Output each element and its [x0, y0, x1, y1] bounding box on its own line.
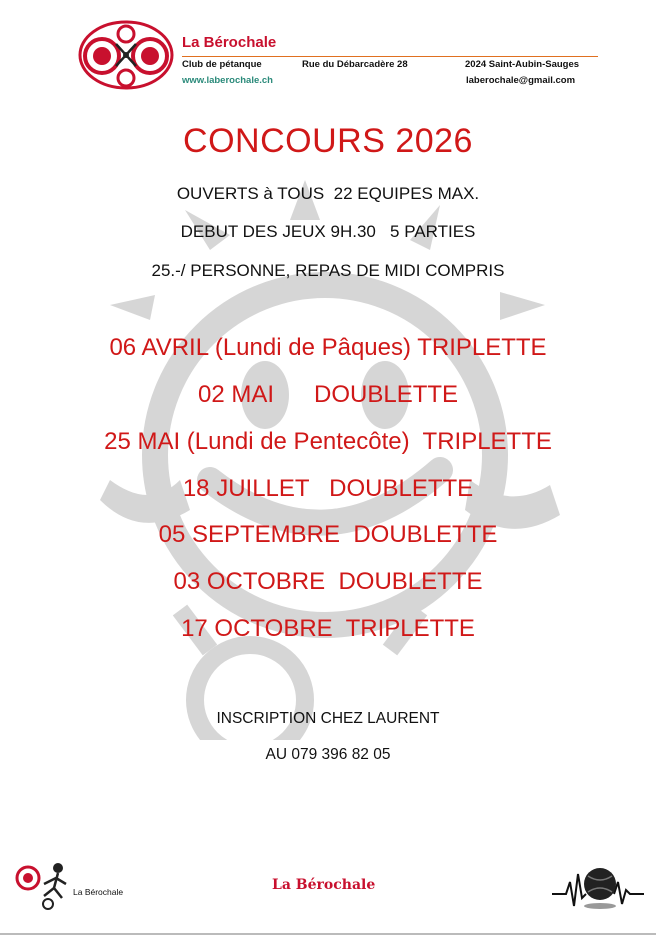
event-line: 25 MAI (Lundi de Pentecôte) TRIPLETTE — [104, 428, 552, 455]
club-name: La Bérochale — [182, 34, 277, 51]
info-line: OUVERTS à TOUS 22 EQUIPES MAX. — [176, 184, 480, 203]
footer-logo-label: La Bérochale — [73, 887, 124, 897]
club-email-link[interactable]: laberochale@gmail.com — [466, 75, 576, 86]
event-line: 17 OCTOBRE TRIPLETTE — [181, 615, 475, 642]
page-title: CONCOURS 2026 — [183, 122, 473, 160]
info-line: 25.-/ PERSONNE, REPAS DE MIDI COMPRIS — [151, 261, 505, 280]
club-website-link[interactable]: www.laberochale.ch — [182, 75, 273, 86]
event-line: 02 MAI DOUBLETTE — [197, 381, 459, 408]
event-line: 05 SEPTEMBRE DOUBLETTE — [158, 521, 498, 548]
petanque-club-logo — [78, 20, 174, 90]
boules-heartbeat-icon — [552, 860, 644, 914]
inscription-line: INSCRIPTION CHEZ LAURENT — [216, 710, 440, 727]
info-line: DEBUT DES JEUX 9H.30 5 PARTIES — [180, 222, 476, 241]
event-line: 18 JUILLET DOUBLETTE — [182, 475, 474, 502]
club-city: 2024 Saint-Aubin-Sauges — [465, 59, 580, 70]
petanque-player-logo — [14, 858, 74, 910]
event-line: 06 AVRIL (Lundi de Pâques) TRIPLETTE — [109, 334, 547, 361]
event-line: 03 OCTOBRE DOUBLETTE — [173, 568, 483, 595]
club-subtitle: Club de pétanque — [182, 59, 262, 70]
header-divider — [182, 56, 598, 57]
club-street: Rue du Débarcadère 28 — [302, 59, 408, 70]
inscription-phone: AU 079 396 82 05 — [265, 746, 391, 763]
bottom-divider — [0, 933, 656, 935]
footer-club-name: La Bérochale — [272, 877, 376, 893]
